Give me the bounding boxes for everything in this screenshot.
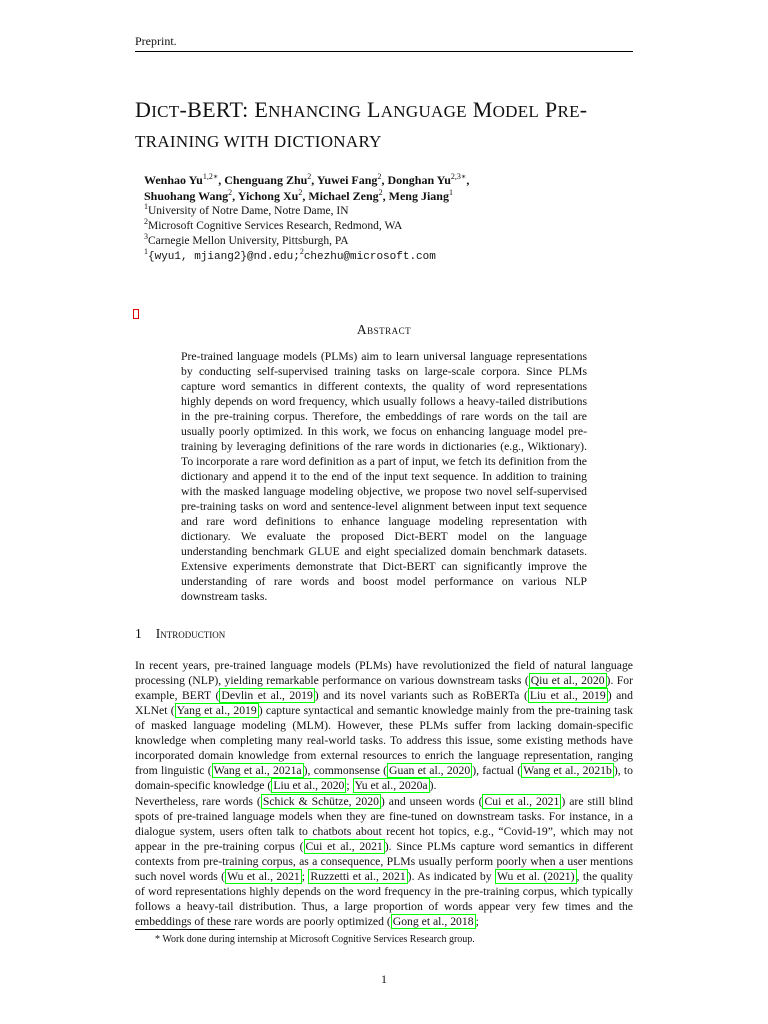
citation-link[interactable]: Wu et al., 2021 (227, 870, 300, 883)
citation-link[interactable]: Yang et al., 2019 (176, 704, 257, 717)
abstract-body: Pre-trained language models (PLMs) aim to learn universal language representations by conducting self-supervised training tasks on large-scale corpora. Since PLMs capture word semantics in different contexts, the quality of word representations highly depends on word frequency, which usually follows a heavy-tailed distributions in the pre-training corpus. Therefore, the embeddings of rare words on the tail are usually poorly optimized. In this work, we focus on enhancing language model pre-training by leveraging definitions of the rare words in dictionaries (e.g., Wiktionary). To incorporate a rare word definition as a part of input, we fetch its definition from the dictionary and append it to the end of the input text sequence. In addition to training with the masked language modeling objective, we propose two novel self-supervised pre-training tasks on word and sentence-level alignment between input text sequence and rare word definitions to enhance language modeling representation with dictionary. We evaluate the proposed Dict-BERT model on the language understanding benchmark GLUE and eight specialized domain benchmark datasets. Extensive experiments demonstrate that Dict-BERT can significantly improve the understanding of rare words and boost model performance on various NLP downstream tasks. (181, 350, 587, 603)
citation-link[interactable]: Liu et al., 2020 (273, 779, 345, 792)
author: Shuohang Wang (144, 189, 229, 203)
footnote-rule (135, 929, 235, 930)
citation-link[interactable]: Yu et al., 2020a (354, 779, 428, 792)
citation-link[interactable]: Liu et al., 2019 (529, 689, 606, 702)
citation-link[interactable]: Qiu et al., 2020 (530, 674, 605, 687)
section-title: Introduction (155, 626, 226, 641)
annotation-marker[interactable] (133, 309, 139, 319)
title-line-2: TRAINING WITH DICTIONARY (135, 132, 382, 151)
author: Michael Zeng (308, 189, 379, 203)
author: Wenhao Yu (144, 173, 203, 187)
author: Donghan Yu (387, 173, 451, 187)
citation-link[interactable]: Guan et al., 2020 (389, 764, 471, 777)
email-link[interactable]: chezhu@microsoft.com (303, 251, 436, 263)
affiliation-3: $^3$Carnegie Mellon University, Pittsburgh, PA (144, 232, 349, 247)
section-number: 1 (135, 626, 142, 641)
affiliation-2: $^2$Microsoft Cognitive Services Research, Redmond, WA (144, 217, 403, 232)
author-list: Wenhao $Yu^{1,2∗}$, Chenguang Zhu$^2$, Yuwei Fang$^2$, Donghan $Yu^{2,3∗}$, Shuohang Wang$^2$, Yichong Xu$^2$, Michael Zeng$^2$, Meng Jiang$^1$ (144, 172, 470, 203)
author: Chenguang Zhu (224, 173, 308, 187)
title-word-dict: DICT-BERT: ENHANCING (135, 97, 362, 122)
author: Yuwei Fang (316, 173, 378, 187)
abstract-heading: Abstract (356, 322, 412, 337)
author: Yichong Xu (237, 189, 299, 203)
citation-link[interactable]: Wu et al. (2021) (496, 870, 575, 883)
section-heading-introduction (135, 626, 225, 642)
affiliation-1: $^1$University of Notre Dame, Notre Dame, IN (144, 202, 349, 217)
emails: $^1${wyu1, mjiang2}@nd.edu;$^2$chezhu@microsoft.com (144, 247, 436, 263)
footnote: * Work done during internship at Microsoft Cognitive Services Research group. (155, 934, 475, 945)
citation-link[interactable]: Cui et al., 2021 (305, 840, 383, 853)
title-word-model: MODEL (472, 97, 540, 122)
header-rule (135, 51, 633, 52)
title-word-pre: PRE- (544, 97, 588, 122)
page-number: 1 (381, 972, 387, 986)
affiliations (144, 204, 436, 265)
citation-link[interactable]: Ruzzetti et al., 2021 (310, 870, 406, 883)
citation-link[interactable]: Gong et al., 2018 (392, 915, 474, 928)
title-word-language: LANGUAGE (366, 97, 467, 122)
intro-paragraph-1: In recent years, pre-trained language models (PLMs) have revolutionized the field of natural language processing (NLP), yielding remarkable performance on various downstream tasks ( Qiu et al., 2020 ). For example, BERT ( Devlin et al., 2019 ) and its novel variants such as RoBERTa ( Liu et al., 2019 ) and XLNet ( Yang et al., 2019 ) capture syntactical and semantic knowledge mainly from the pre-training task of masked language modeling (MLM). However, these PLMs suffer from lacking domain-specific knowledge when completing many real-world tasks. To address this issue, some existing methods have incorporated domain knowledge from external resources to enrich the language representation, ranging from linguistic ( Wang et al., 2021a ), commonsense ( Guan et al., 2020 ), factual ( Wang et al., 2021b ), to domain-specific knowledge ( Liu et al., 2020 ; Yu et al., 2020a ). (135, 659, 634, 792)
citation-link[interactable]: Devlin et al., 2019 (221, 689, 313, 702)
citation-link[interactable]: Cui et al., 2021 (484, 795, 560, 808)
email-link[interactable]: {wyu1, mjiang2}@nd.edu; (148, 251, 300, 263)
running-header: Preprint. (135, 34, 177, 48)
intro-paragraph-2: Nevertheless, rare words ( Schick & Schütze, 2020 ) and unseen words ( Cui et al., 2021 ) are still blind spots of pre-trained language models when they are fine-tuned on downstream tasks. For instance, in a dialogue system, users often talk to chatbots about recent hot topics, e.g., “Covid-19”, which may not appear in the pre-training corpus ( Cui et al., 2021 ). Since PLMs capture word semantics in different contexts from pre-training corpus, as a consequence, PLMs usually perform poorly when a user mentions such novel words ( Wu et al., 2021 ; Ruzzetti et al., 2021 ). As indicated by Wu et al. (2021) , the quality of word representations highly depends on the word frequency in the pre-training corpus, which typically follows a heavy-tail distribution. Thus, a large proportion of words appear very few times and the embeddings of these rare words are poorly optimized ( Gong et al., 2018 ; (135, 795, 634, 928)
citation-link[interactable]: Wang et al., 2021a (213, 764, 302, 777)
paper-title (135, 96, 655, 156)
author: Meng Jiang (388, 189, 449, 203)
citation-link[interactable]: Schick & Schütze, 2020 (262, 795, 379, 808)
citation-link[interactable]: Wang et al., 2021b (523, 764, 612, 777)
